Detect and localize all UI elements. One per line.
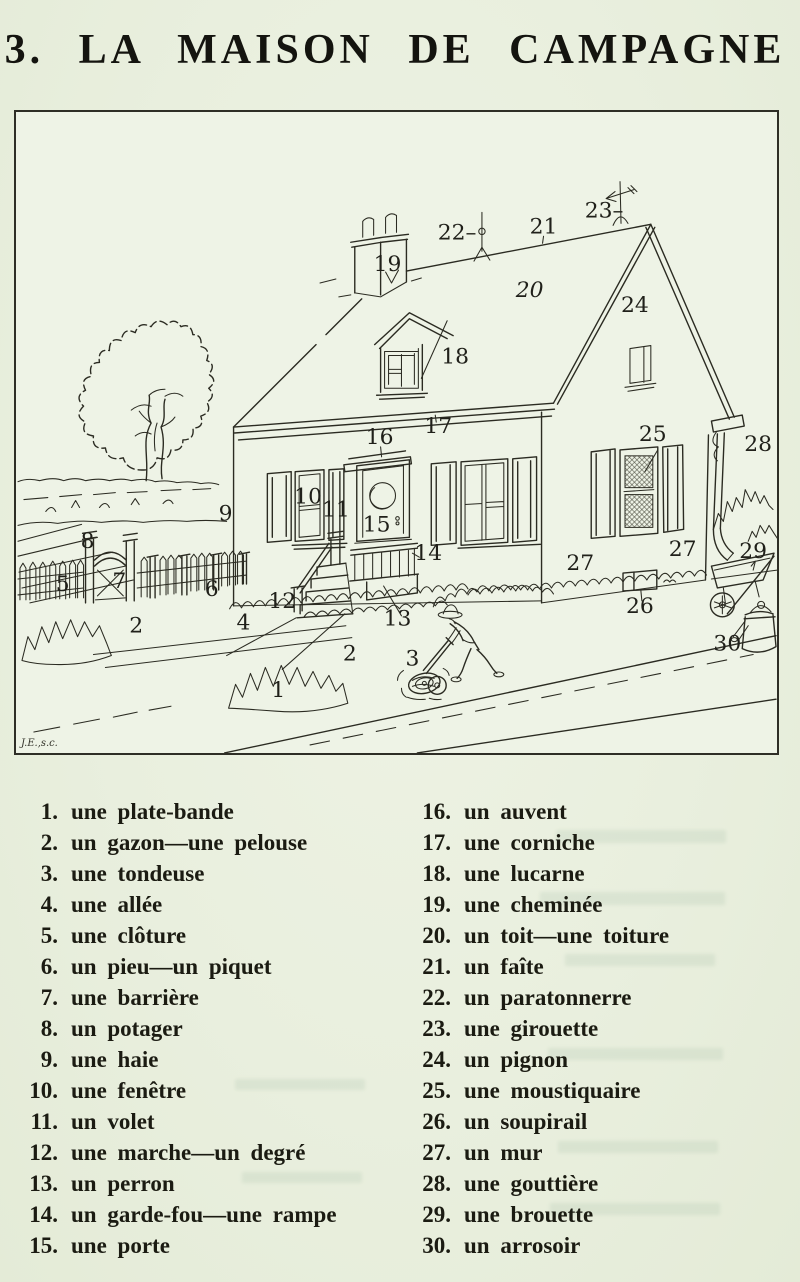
vocab-item-term: une fenêtre	[71, 1078, 187, 1103]
screen-window-25	[591, 445, 683, 538]
vocab-item-number: 2.	[40, 830, 58, 855]
vocab-item	[21, 1168, 401, 1199]
figure-label-25: 25	[638, 421, 667, 447]
vocab-item	[21, 951, 401, 982]
figure-label-11: 11	[321, 497, 350, 523]
vocab-item-number: 13.	[29, 1171, 58, 1196]
roof-20	[234, 224, 735, 440]
vocab-item-number: 4.	[40, 892, 58, 917]
figure-label-21: 21	[529, 214, 558, 240]
vocab-item-term: un soupirail	[464, 1109, 588, 1134]
vocab-item	[414, 889, 794, 920]
vocab-item-term: un mur	[464, 1140, 543, 1165]
vocab-item-term: une gouttière	[464, 1171, 599, 1196]
vocab-item-term: un paratonnerre	[464, 985, 632, 1010]
vocab-item	[21, 858, 401, 889]
gable-attic-window-24	[625, 346, 656, 392]
vocab-item-number: 8.	[40, 1016, 58, 1041]
figure-label-5: 5	[55, 571, 70, 597]
vocab-item	[21, 1106, 401, 1137]
vocab-item	[414, 1199, 794, 1230]
vocab-item-term: un arrosoir	[464, 1233, 581, 1258]
vocab-item	[21, 1137, 401, 1168]
figure-label-9: 9	[218, 501, 233, 527]
double-window-shutters	[431, 457, 540, 548]
vocab-item-number: 7.	[40, 985, 58, 1010]
figure-label-27: 27	[668, 537, 697, 563]
vocab-item-term: une porte	[71, 1233, 170, 1258]
vocab-item-number: 28.	[422, 1171, 451, 1196]
vocab-item-number: 22.	[422, 985, 451, 1010]
vocab-item-term: un faîte	[464, 954, 544, 979]
figure-label-14: 14	[414, 541, 443, 567]
country-house-drawing	[16, 112, 777, 753]
figure-label-18: 18	[441, 344, 470, 370]
vocab-item	[21, 982, 401, 1013]
figure-label-22: 22–	[437, 220, 477, 246]
figure-label-12: 12	[268, 588, 297, 614]
vocab-item-number: 25.	[422, 1078, 451, 1103]
figure-label-20: 20	[515, 277, 544, 303]
figure-label-4: 4	[236, 610, 251, 636]
figure-label-24: 24	[621, 292, 649, 318]
vocab-item-number: 24.	[422, 1047, 451, 1072]
vocab-item	[414, 1013, 794, 1044]
vocab-item-number: 10.	[29, 1078, 58, 1103]
driveway	[225, 636, 776, 753]
vocab-item-term: une brouette	[464, 1202, 594, 1227]
artist-signature: J.E.,s.c.	[20, 737, 58, 749]
vocab-column-right	[414, 796, 794, 1261]
vocab-item-term: un pignon	[464, 1047, 569, 1072]
vocab-item	[414, 858, 794, 889]
vocab-item	[21, 920, 401, 951]
vocab-item-number: 20.	[422, 923, 451, 948]
paths-4	[34, 614, 352, 732]
illustration-frame	[14, 110, 779, 755]
vocab-item-term: un potager	[71, 1016, 183, 1041]
vocab-item-number: 16.	[422, 799, 451, 824]
figure-label-3: 3	[405, 646, 420, 672]
vocab-item-number: 11.	[30, 1109, 58, 1134]
vocab-item-number: 19.	[422, 892, 451, 917]
vocab-item	[414, 796, 794, 827]
vocab-item-number: 5.	[40, 923, 58, 948]
page-title: 3. LA MAISON DE CAMPAGNE	[4, 27, 786, 73]
figure-label-17: 17	[424, 413, 453, 439]
vocab-item-term: un volet	[71, 1109, 155, 1134]
vocab-item-number: 30.	[422, 1233, 451, 1258]
vocab-item-number: 18.	[422, 861, 451, 886]
vocab-item-term: un garde-fou—une rampe	[71, 1202, 337, 1227]
vocab-item	[21, 1075, 401, 1106]
vocab-item	[414, 951, 794, 982]
figure-label-29: 29	[739, 539, 768, 565]
vocab-item-term: une allée	[71, 892, 163, 917]
vocab-item	[414, 1044, 794, 1075]
vocab-item	[21, 889, 401, 920]
vocab-item-number: 26.	[422, 1109, 451, 1134]
vocab-item-term: une barrière	[71, 985, 199, 1010]
figure-label-7: 7	[112, 568, 127, 594]
vocab-item-term: un toit—une toiture	[464, 923, 670, 948]
vocab-item	[414, 827, 794, 858]
figure-label-27: 27	[566, 551, 595, 577]
vocab-item	[414, 982, 794, 1013]
vocab-item-number: 15.	[29, 1233, 58, 1258]
vocab-item-term: un perron	[71, 1171, 175, 1196]
vocab-column-left	[21, 796, 401, 1261]
figure-label-10: 10	[294, 484, 322, 510]
vocab-item	[21, 1199, 401, 1230]
vocab-item-term: une girouette	[464, 1016, 599, 1041]
vocab-item-term: une haie	[71, 1047, 159, 1072]
vocab-item-term: une moustiquaire	[464, 1078, 641, 1103]
vocab-item-term: une cheminée	[464, 892, 603, 917]
figure-label-6: 6	[204, 576, 219, 602]
figure-label-23: 23–	[584, 198, 624, 224]
vocab-item	[414, 1137, 794, 1168]
vocab-item-number: 1.	[40, 799, 58, 824]
figure-label-16: 16	[365, 424, 394, 450]
vocab-item-number: 23.	[422, 1016, 451, 1041]
vocab-item	[21, 827, 401, 858]
figure-label-2: 2	[129, 613, 144, 639]
vocab-item-number: 21.	[422, 954, 451, 979]
vocab-item	[414, 1106, 794, 1137]
vocab-item-term: une clôture	[71, 923, 187, 948]
vocab-item-number: 14.	[29, 1202, 58, 1227]
figure-label-2: 2	[342, 641, 357, 667]
vocab-item	[21, 1013, 401, 1044]
vocab-item	[21, 1044, 401, 1075]
figure-label-8: 8	[80, 529, 95, 555]
vocab-item	[414, 1075, 794, 1106]
vocab-item	[414, 1230, 794, 1261]
vocab-item-term: une corniche	[464, 830, 595, 855]
figure-label-13: 13	[383, 606, 412, 632]
figure-label-28: 28	[744, 431, 773, 457]
vocab-item-term: une tondeuse	[71, 861, 205, 886]
vocab-item	[21, 796, 401, 827]
figure-label-19: 19	[373, 252, 402, 278]
vocab-item-number: 12.	[29, 1140, 58, 1165]
vocab-item-term: un auvent	[464, 799, 567, 824]
vocab-item-term: une plate-bande	[71, 799, 234, 824]
vocab-item-term: un pieu—un piquet	[71, 954, 272, 979]
vocab-item	[414, 1168, 794, 1199]
tree	[79, 321, 214, 481]
vocab-item	[21, 1230, 401, 1261]
hedge-9	[18, 479, 227, 526]
vocab-item-term: une marche—un degré	[71, 1140, 306, 1165]
vocab-item-term: un gazon—une pelouse	[71, 830, 308, 855]
vocabulary-list	[0, 796, 800, 1282]
vocab-item-number: 29.	[422, 1202, 451, 1227]
figure-label-30: 30	[713, 631, 742, 657]
vocab-item-number: 6.	[40, 954, 58, 979]
figure-label-1: 1	[271, 678, 286, 704]
vocab-item-number: 17.	[422, 830, 451, 855]
vocab-item-number: 3.	[40, 861, 58, 886]
vocab-item	[414, 920, 794, 951]
vocab-item-number: 9.	[40, 1047, 58, 1072]
figure-label-26: 26	[626, 593, 654, 619]
vocab-item-term: une lucarne	[464, 861, 585, 886]
figure-label-15: 15	[362, 512, 391, 538]
vocab-item-number: 27.	[422, 1140, 451, 1165]
